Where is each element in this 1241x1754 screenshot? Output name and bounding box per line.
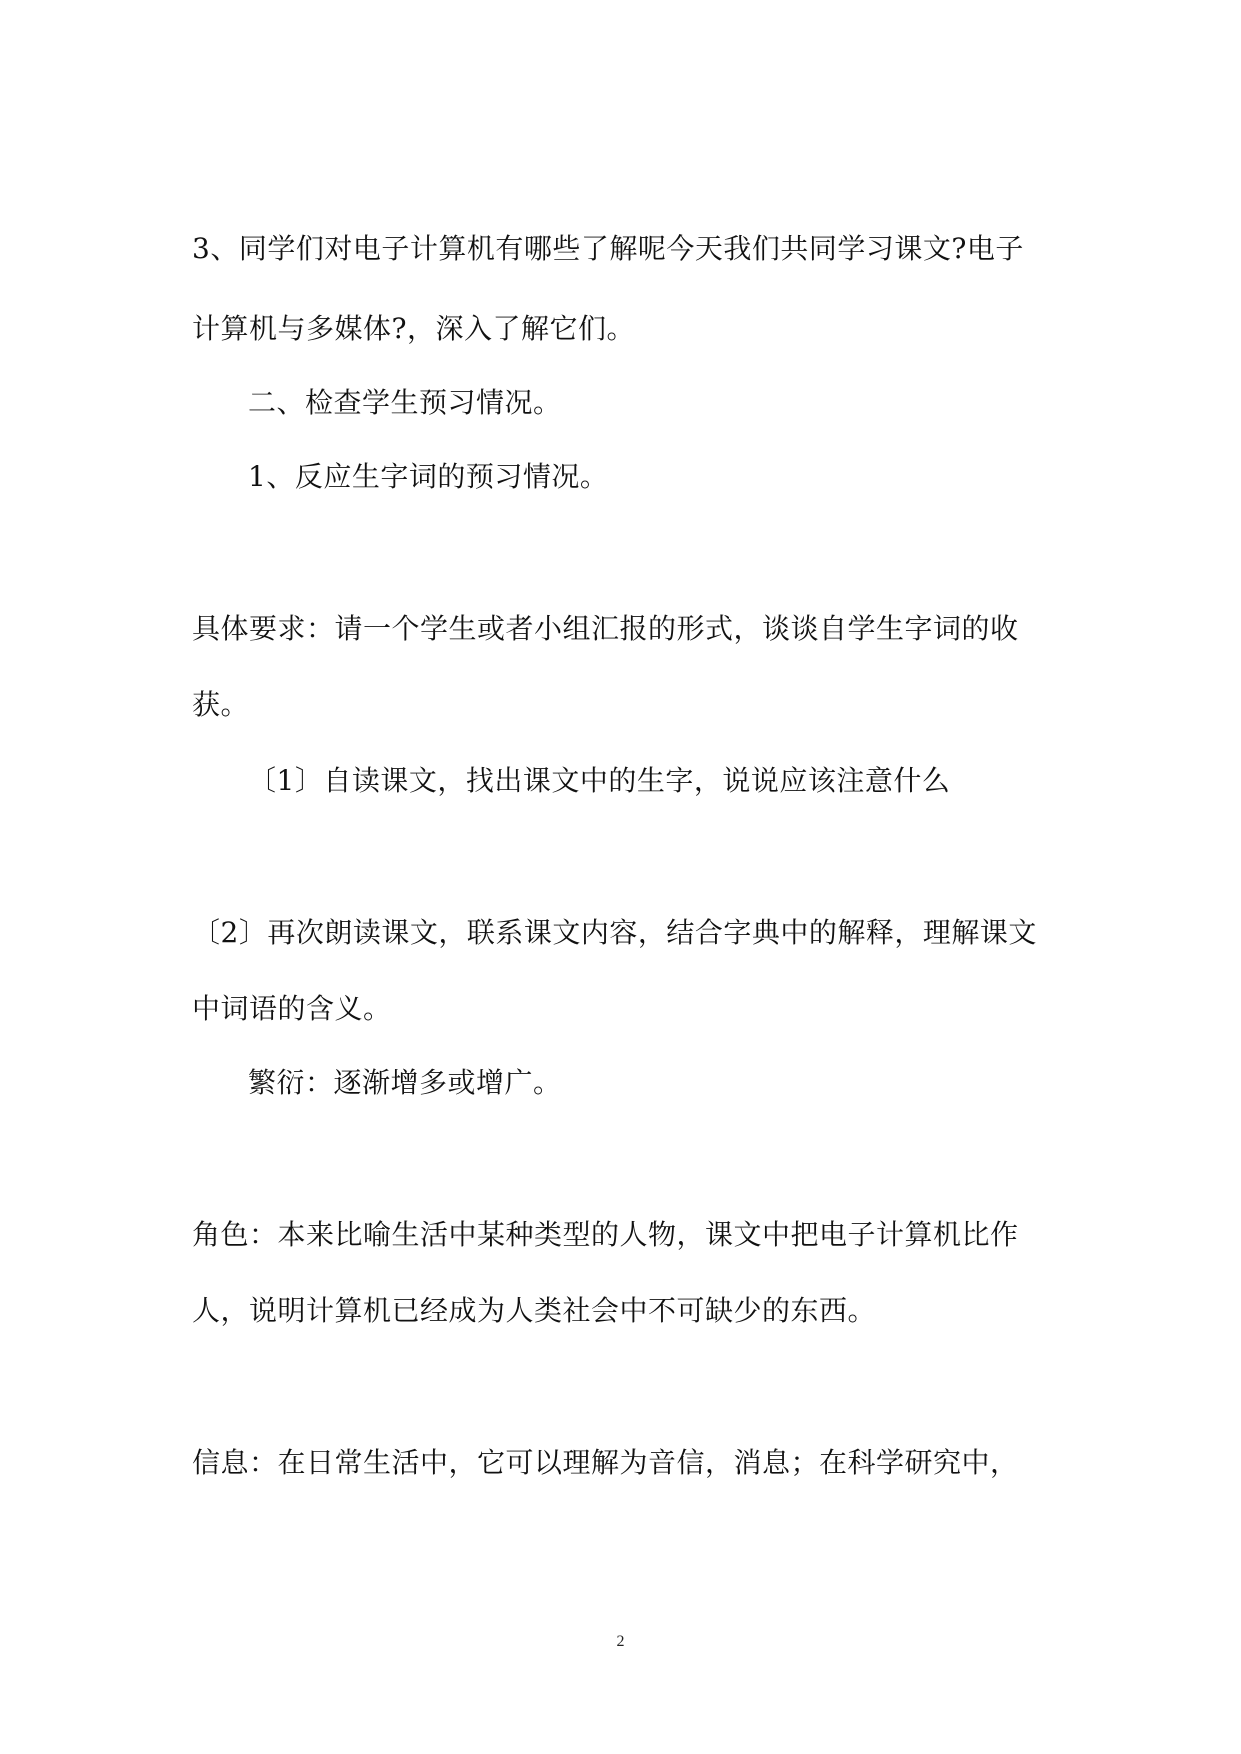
definition-fanyan: 繁衍：逐渐增多或增广。 <box>248 1066 562 1099</box>
page-number: 2 <box>616 1633 625 1650</box>
definition-juese-line-1: 角色：本来比喻生活中某种类型的人物，课文中把电子计算机比作 <box>192 1218 1019 1251</box>
requirement-line-1: 具体要求：请一个学生或者小组汇报的形式，谈谈自学生字词的收 <box>192 612 1019 645</box>
definition-xinxi-line-1: 信息：在日常生活中，它可以理解为音信，消息；在科学研究中， <box>192 1446 1019 1479</box>
paragraph-line-1: 3、同学们对电子计算机有哪些了解呢今天我们共同学习课文?电子 <box>192 232 1024 265</box>
step-2-line-2: 中词语的含义。 <box>192 992 392 1025</box>
step-1-line: 〔1〕自读课文，找出课文中的生字，说说应该注意什么 <box>248 764 951 797</box>
requirement-line-2: 获。 <box>192 688 250 721</box>
step-2-line-1: 〔2〕再次朗读课文，联系课文内容，结合字典中的解释，理解课文 <box>192 916 1037 949</box>
subsection-heading-vocab: 1、反应生字词的预习情况。 <box>248 460 609 493</box>
paragraph-line-2: 计算机与多媒体?，深入了解它们。 <box>192 312 636 345</box>
definition-juese-line-2: 人，说明计算机已经成为人类社会中不可缺少的东西。 <box>192 1294 877 1327</box>
section-heading-check-preview: 二、检查学生预习情况。 <box>248 386 562 419</box>
